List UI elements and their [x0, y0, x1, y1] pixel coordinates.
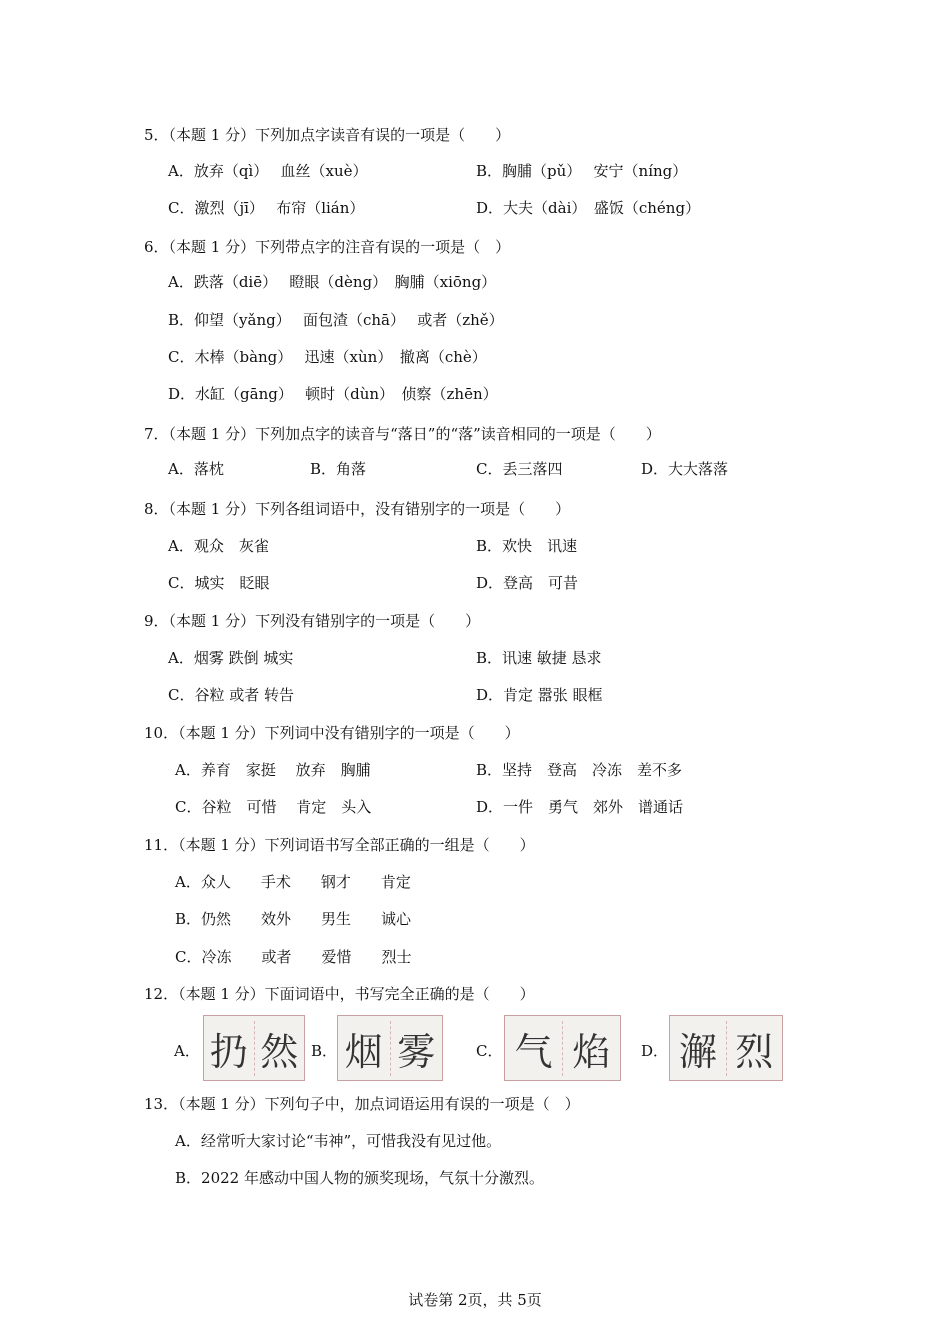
question-6-option-c: C．木棒（bàng） 迅速（xùn） 撤离（chè）: [168, 348, 487, 366]
question-11-stem: 11．（本题 1 分）下列词语书写全部正确的一组是（ ）: [144, 836, 535, 854]
char-d-2: 烈: [735, 1029, 774, 1074]
question-9-option-b: B．讯速 敏捷 恳求: [476, 649, 602, 667]
question-12-option-a: A．: [174, 1042, 200, 1060]
question-8-option-a: A．观众 灰雀: [168, 537, 269, 555]
question-12-image-d: [669, 1015, 783, 1081]
question-5-option-b: B．胸脯（pǔ） 安宁（níng）: [476, 162, 688, 180]
char-b-2: 雾: [397, 1029, 436, 1074]
question-11-option-a: A．众人 手术 钢才 肯定: [175, 873, 411, 891]
question-10-option-a: A．养育 家挺 放弃 胸脯: [175, 761, 371, 779]
question-8-option-d: D．登高 可昔: [476, 574, 579, 592]
question-12-image-a: [203, 1015, 305, 1081]
question-13-option-a: A．经常听大家讨论“韦神”，可惜我没有见过他。: [175, 1132, 502, 1150]
question-5-option-d: D．大夫（dài） 盛饭（chéng）: [476, 199, 701, 217]
question-6-stem: 6．（本题 1 分）下列带点字的注音有误的一项是（ ）: [144, 238, 511, 256]
char-c-2: 焰: [572, 1029, 611, 1074]
question-7-option-d: D．大大落落: [641, 460, 729, 478]
question-12-stem: 12．（本题 1 分）下面词语中，书写完全正确的是（ ）: [144, 985, 535, 1003]
question-5-option-a: A．放弃（qì） 血丝（xuè）: [168, 162, 368, 180]
question-8-option-b: B．欢快 讯速: [476, 537, 578, 555]
char-a-1: 扔: [204, 1021, 255, 1076]
question-5-stem: 5．（本题 1 分）下列加点字读音有误的一项是（ ）: [144, 126, 511, 144]
question-12-image-c: [504, 1015, 621, 1081]
question-9-option-c: C．谷粒 或者 转告: [168, 686, 295, 704]
question-7-option-a: A．落枕: [168, 460, 224, 478]
question-11-option-c: C．冷冻 或者 爱惜 烈士: [175, 948, 412, 966]
question-12-image-b: [337, 1015, 443, 1081]
question-6-option-d: D．水缸（gāng） 顿时（dùn） 侦察（zhēn）: [168, 385, 498, 403]
question-10-option-d: D．一件 勇气 郊外 谱通话: [476, 798, 684, 816]
question-13-option-b: B．2022 年感动中国人物的颁奖现场，气氛十分激烈。: [175, 1169, 544, 1187]
char-a-2: 然: [260, 1029, 299, 1074]
question-9-stem: 9．（本题 1 分）下列没有错别字的一项是（ ）: [144, 612, 481, 630]
page-footer: 试卷第 2页，共 5页: [408, 1291, 542, 1309]
question-11-option-b: B．仍然 效外 男生 诚心: [175, 910, 412, 928]
question-6-option-a: A．跌落（diē） 瞪眼（dèng） 胸脯（xiōng）: [168, 273, 497, 291]
question-12-option-c: C．: [476, 1042, 503, 1060]
question-8-stem: 8．（本题 1 分）下列各组词语中，没有错别字的一项是（ ）: [144, 500, 571, 518]
question-9-option-a: A．烟雾 跌倒 城实: [168, 649, 294, 667]
question-10-option-c: C．谷粒 可惜 肯定 头入: [175, 798, 372, 816]
question-6-option-b: B．仰望（yǎng） 面包渣（chā） 或者（zhě）: [168, 311, 504, 329]
question-12-option-b: B．: [311, 1042, 338, 1060]
question-12-option-d: D．: [641, 1042, 669, 1060]
question-7-option-c: C．丢三落四: [476, 460, 563, 478]
char-b-1: 烟: [338, 1021, 391, 1076]
question-13-stem: 13．（本题 1 分）下列句子中，加点词语运用有误的一项是（ ）: [144, 1095, 580, 1113]
question-8-option-c: C．城实 眨眼: [168, 574, 270, 592]
question-7-option-b: B．角落: [310, 460, 367, 478]
question-7-stem: 7．（本题 1 分）下列加点字的读音与“落日”的“落”读音相同的一项是（ ）: [144, 425, 661, 443]
char-d-1: 澥: [670, 1021, 727, 1076]
question-10-option-b: B．坚持 登高 冷冻 差不多: [476, 761, 683, 779]
char-c-1: 气: [505, 1021, 563, 1076]
question-9-option-d: D．肯定 嚣张 眼框: [476, 686, 603, 704]
question-10-stem: 10．（本题 1 分）下列词中没有错别字的一项是（ ）: [144, 724, 520, 742]
question-5-option-c: C．激烈（jī） 布帘（lián）: [168, 199, 365, 217]
